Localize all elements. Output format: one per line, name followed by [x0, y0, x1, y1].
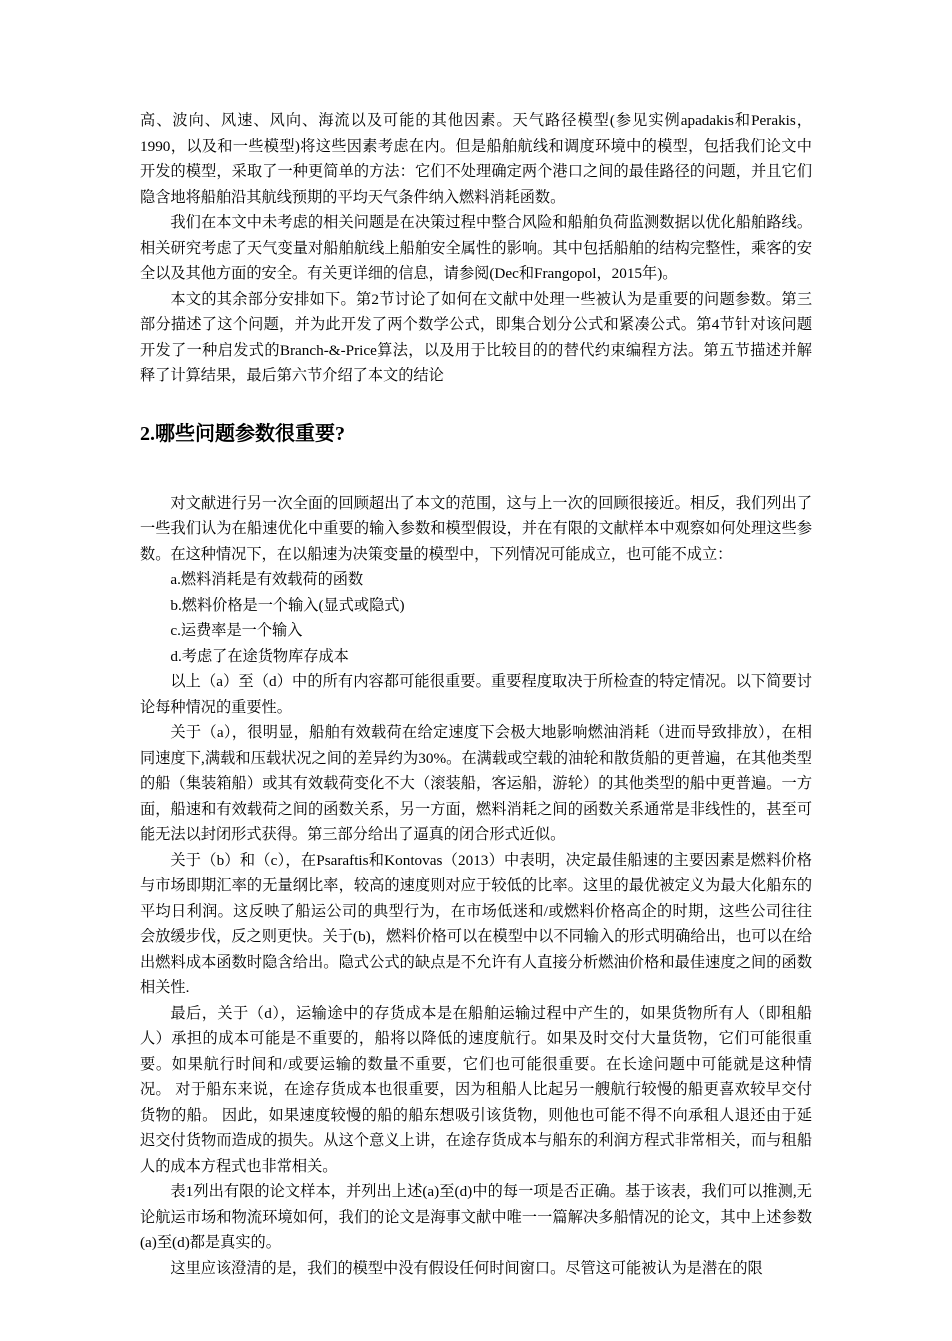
paragraph-1: 高、波向、风速、风向、海流以及可能的其他因素。天气路径模型(参见实例apadakis和Perakis，1990，以及和一些模型)将这些因素考虑在内。但是船舶航线和调度环境中的模型，包括我们论文中开发的模型，采取了一种更简单的方法：它们不处理确定两个港口之间的最佳路径的问题，并且它们隐含地将船舶沿其航线预期的平均天气条件纳入燃料消耗函数。 [140, 112, 812, 206]
paragraph-6: 关于（b）和（c），在Psaraftis和Kontovas（2013）中表明，决定最佳船速的主要因素是燃料价格与市场即期汇率的无量纲比率，较高的速度则对应于较低的比率。这里的最优被定义为最大化船东的平均日利润。这反映了船运公司的典型行为，在市场低迷和/或燃料价格高企的时期，这些公司往往会放缓步伐，反之则更快。关于(b)，燃料价格可以在模型中以不同输入的形式明确给出，也可以在给出燃料成本函数时隐含给出。隐式公式的缺点是不允许有人直接分析燃油价格和最佳速度之间的函数相关性. [140, 851, 812, 996]
list-item: b.燃料价格是一个输入(显式或隐式) [170, 596, 405, 614]
paragraph-intro: 对文献进行另一次全面的回顾超出了本文的范围，这与上一次的回顾很接近。相反，我们列出了一些我们认为在船速优化中重要的输入参数和模型假设，并在有限的文献样本中观察如何处理这些参数。在这种情况下，在以船速为决策变量的模型中，下列情况可能成立，也可能不成立： [140, 494, 812, 563]
list-item: d.考虑了在途货物库存成本 [170, 647, 349, 665]
section-heading: 2.哪些问题参数很重要? [140, 422, 345, 445]
list-item: c.运费率是一个输入 [170, 622, 303, 639]
paragraph-4: 以上（a）至（d）中的所有内容都可能很重要。重要程度取决于所检查的特定情况。以下简要讨论每种情况的重要性。 [140, 673, 812, 716]
paragraph-5: 关于（a），很明显，船舶有效载荷在给定速度下会极大地影响燃油消耗（进而导致排放），在相同速度下,满载和压载状况之间的差异约为30%。在满载或空载的油轮和散货船的更普遍，在其他类型的船（集装箱船）或其有效载荷变化不大（滚装船，客运船，游轮）的其他类型的船中更普遍。一方面，船速和有效载荷之间的函数关系，另一方面，燃料消耗之间的函数关系通常是非线性的，甚至可能无法以封闭形式获得。第三部分给出了逼真的闭合形式近似。 [140, 724, 812, 843]
document-body [140, 108, 812, 1281]
paragraph-8: 表1列出有限的论文样本，并列出上述(a)至(d)中的每一项是否正确。基于该表，我们可以推测,无论航运市场和物流环境如何，我们的论文是海事文献中唯一一篇解决多船情况的论文，其中上述参数(a)至(d)都是真实的。 [140, 1183, 812, 1251]
paragraph-3: 本文的其余部分安排如下。第2节讨论了如何在文献中处理一些被认为是重要的问题参数。第三部分描述了这个问题，并为此开发了两个数学公式，即集合划分公式和紧凑公式。第4节针对该问题开发了一种启发式的Branch-&-Price算法，以及用于比较目的的替代约束编程方法。第五节描述并解释了计算结果，最后第六节介绍了本文的结论 [140, 290, 812, 384]
list-item: a.燃料消耗是有效载荷的函数 [170, 571, 364, 588]
heading-spacer [140, 449, 812, 491]
lettered-list [140, 567, 812, 669]
paragraph-9: 这里应该澄清的是，我们的模型中没有假设任何时间窗口。尽管这可能被认为是潜在的限 [170, 1259, 763, 1277]
paragraph-7: 最后，关于（d），运输途中的存货成本是在船舶运输过程中产生的，如果货物所有人（即租船人）承担的成本可能是不重要的，船将以降低的速度航行。如果及时交付大量货物，它们可能很重要。如果航行时间和/或要运输的数量不重要，它们也可能很重要。在长途问题中可能就是这种情况。 对于船东来说，在途存货成本也很重要，因为租船人比起另一艘航行较慢的船更喜欢较早交付货物的船。 因此，如果速度较慢的船的船东想吸引该货物，则他也可能不得不向承租人退还由于延迟交付货物而造成的损失。从这个意义上讲，在途存货成本与船东的利润方程式非常相关，而与租船人的成本方程式也非常相关。 [140, 1004, 812, 1175]
paragraph-2: 我们在本文中未考虑的相关问题是在决策过程中整合风险和船舶负荷监测数据以优化船舶路线。相关研究考虑了天气变量对船舶航线上船舶安全属性的影响。其中包括船舶的结构完整性，乘客的安全以及其他方面的安全。有关更详细的信息，请参阅(Dec和Frangopol，2015年)。 [140, 214, 812, 282]
